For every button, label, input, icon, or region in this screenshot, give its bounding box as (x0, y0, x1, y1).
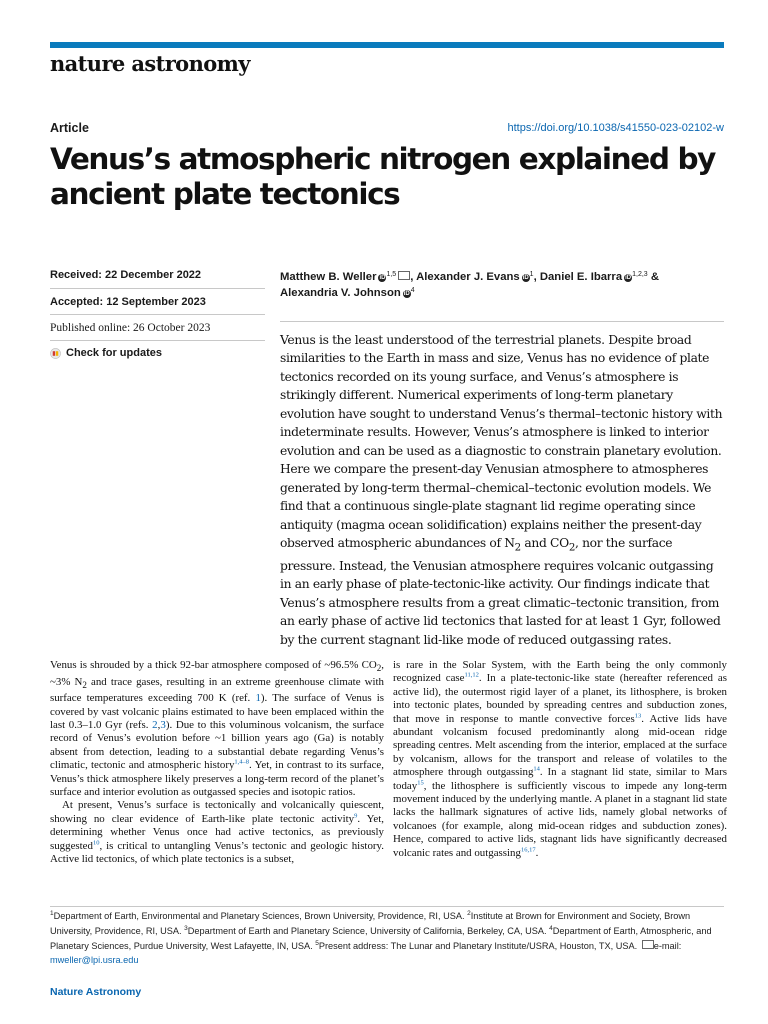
article-title: Venus’s atmospheric nitrogen explained by ancient plate tectonics (50, 142, 715, 211)
article-type: Article (50, 121, 89, 135)
body-column-right (393, 659, 727, 860)
check-updates-icon (50, 348, 61, 359)
reference-link[interactable]: 15 (417, 779, 424, 787)
reference-link[interactable]: 10 (92, 839, 100, 846)
author-name[interactable]: Matthew B. Weller (280, 271, 377, 283)
doi-link[interactable]: https://doi.org/10.1038/s41550-023-02102-w (507, 122, 724, 134)
header-accent-bar (50, 42, 724, 48)
divider (50, 288, 265, 289)
published-date: Published online: 26 October 2023 (50, 322, 211, 334)
check-updates-label: Check for updates (66, 347, 162, 359)
author-name[interactable]: Alexandria V. Johnson (280, 287, 401, 299)
author-name[interactable]: Alexander J. Evans (416, 271, 520, 283)
orcid-icon[interactable]: iD (403, 291, 410, 297)
body-paragraph: is rare in the Solar System, with the Earth being the only commonly recognized case$^{11,12}$. In a plate-tectonic-like state (hereafter referenced as active lid), the outermost rigid layer of a planet, its lithosphere, is broken into tectonic plates, bounded by spreading centres and subduction zones, that move in response to mantle convective forces$^{13}$. Active lids have abundant volcanism focused predominantly along mid-ocean ridge spreading centres. Melt ascending from the interior, emplaced at the surface by volcanism, allows for the transport and release of volatiles to the atmosphere through outgassing$^{14}$. In a stagnant lid state, similar to Mars today$^{15}$, the lithosphere is sufficiently viscous to impede any long-term movement induced by the underlying mantle. A planet in a stagnant lid state lacks the hallmark signatures of active lids, namely global networks of volcanoes (for example, along mid-ocean ridges and subduction zones). Hence, compared to active lids, stagnant lids have significantly decreased volcanic rates and outgassing$^{16,17}$. (393, 659, 728, 859)
divider (50, 340, 265, 341)
author-name[interactable]: Daniel E. Ibarra (539, 271, 623, 283)
email-icon (642, 940, 654, 949)
reference-link[interactable]: 2 (152, 718, 158, 731)
divider (280, 321, 724, 322)
orcid-icon[interactable]: iD (379, 275, 386, 281)
journal-name: nature astronomy (50, 51, 250, 76)
author-affiliation: 1,2,3 (632, 271, 648, 278)
footer-journal-name: Nature Astronomy (50, 986, 142, 998)
reference-link[interactable]: 16,17 (520, 846, 536, 854)
reference-link[interactable]: 1 (255, 692, 261, 705)
divider (50, 314, 265, 315)
author-list: Matthew B. Weller iD$^{1,5}$ , Alexander J. Evans iD$^1$, Daniel E. Ibarra iD$^{1,2,3}$ & Alexandria V. Johnson iD$^4$ (280, 271, 659, 299)
body-paragraph: Venus is shrouded by a thick 92-bar atmosphere composed of ~96.5% $CO_2$, ~3% $N_2$ and trace gases, resulting in an extreme greenhouse climate with surface temperatures exceeding 700 K (ref. 1). The surface of Venus is covered by vast volcanic plains estimated to have been emplaced within the last 0.3–1.0 Gyr (refs. 2,3). Due to this voluminous volcanism, the surface record of Venus’s evolution before ~1 billion years ago (Ga) is notably absent from detection, leading to a substantial debate regarding Venus’s climatic, tectonic and atmospheric history$^{1,4-8}$. Yet, in contrast to its surface, Venus’s thick atmosphere likely preserves a long-term record of the planet’s surface and interior evolution as outgassed species and isotopic ratios. (50, 659, 384, 798)
divider (50, 906, 724, 907)
email-link[interactable]: mweller@lpi.usra.edu (50, 955, 139, 966)
affiliations-footnote: $^1$Department of Earth, Environmental and Planetary Sciences, Brown University, Providence, RI, USA. $^2$Institute at Brown for Environment and Society, Brown University, Providence, RI, USA. $^3$Department of Earth and Planetary Science, University of California, Berkeley, CA, USA. $^4$Department of Earth, Atmospheric, and Planetary Sciences, Purdue University, West Lafayette, IN, USA. $^5$Present address: The Lunar and Planetary Institute/USRA, Houston, TX, USA. e-mail: mweller@lpi.usra.edu (50, 909, 712, 966)
orcid-icon[interactable]: iD (625, 275, 632, 281)
abstract: Venus is the least understood of the terrestrial planets. Despite broad similarities to the Earth in mass and size, Venus has no evidence of plate tectonics recorded on its young surface, and Venus’s atmosphere is strikingly different. Numerical experiments of long-term planetary evolution have sought to understand Venus’s thermal–tectonic history with indeterminate results. However, Venus’s atmosphere is linked to interior evolution and can be used as a diagnostic to constrain planetary evolution. Here we compare the present-day Venusian atmosphere to atmospheres generated by long-term thermal–chemical–tectonic evolution models. We find that a continuous single-plate stagnant lid regime operating since antiquity (magma ocean solidification) explains neither the present-day observed atmospheric abundances of $N_2$ and $CO_2$, nor the surface pressure. Instead, the Venusian atmosphere requires volcanic outgassing in an early phase of plate-tectonic-like activity. Our findings indicate that Venus’s atmosphere results from a great climatic–tectonic transition, from an early phase of active lid tectonics that lasted for at least 1 Gyr, followed by the current stagnant lid-like mode of reduced outgassing rates. (280, 333, 723, 647)
email-icon[interactable] (398, 271, 410, 280)
reference-link[interactable]: 3 (160, 718, 166, 731)
accepted-date: Accepted: 12 September 2023 (50, 296, 206, 308)
author-affiliation: 4 (410, 287, 415, 294)
received-date: Received: 22 December 2022 (50, 269, 202, 281)
reference-link[interactable]: 9 (354, 812, 358, 820)
body-column-left (50, 659, 384, 866)
body-paragraph: At present, Venus’s surface is tectonically and volcanically quiescent, showing no clear evidence of Earth-like plate tectonic activity$^9$. Yet, determining whether Venus once had active tectonics, as previously suggested$^{10}$, is critical to untangling Venus’s tectonic and geologic history. Active lid tectonics, of which plate tectonics is a subset, (50, 799, 384, 866)
check-for-updates-button[interactable] (50, 347, 265, 359)
reference-link[interactable]: 13 (634, 712, 642, 719)
reference-link[interactable]: 11,12 (464, 671, 479, 679)
reference-link[interactable]: 14 (533, 765, 540, 773)
reference-link[interactable]: 1,4–8 (234, 758, 250, 766)
author-affiliation: 1,5 (386, 271, 397, 278)
author-affiliation: 1 (529, 271, 534, 278)
orcid-icon[interactable]: iD (522, 275, 529, 281)
